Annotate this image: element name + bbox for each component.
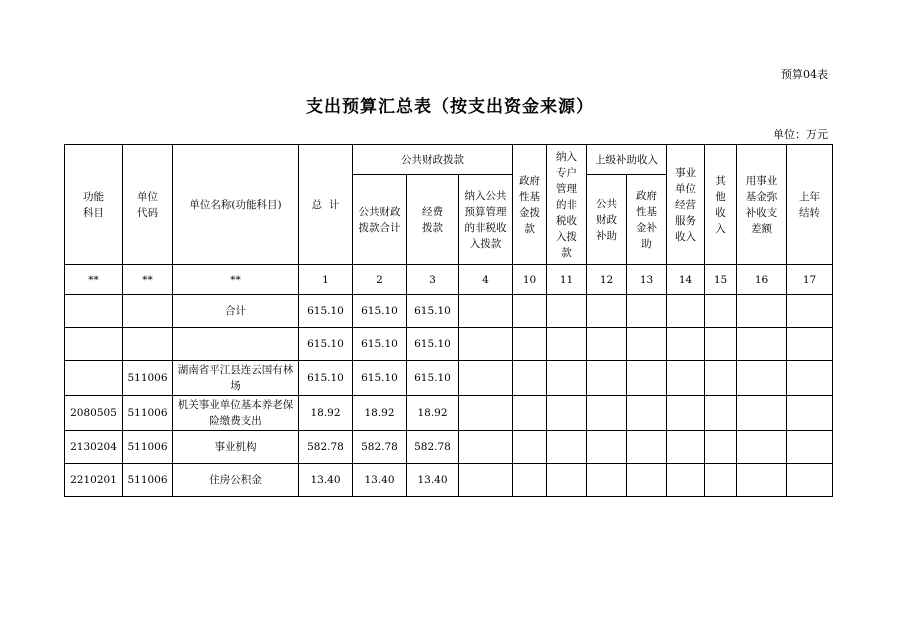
total-cell: 615.10 [299,295,353,328]
header-total: 总 计 [299,145,353,265]
empty-cell [667,396,705,431]
header-pf-subtotal: 公共财政拨款合计 [353,175,407,265]
empty-cell [705,361,737,396]
empty-cell [627,464,667,497]
index-cell: 11 [547,265,587,295]
empty-cell [667,328,705,361]
index-cell: 15 [705,265,737,295]
index-cell: 13 [627,265,667,295]
empty-cell [547,396,587,431]
index-cell: 1 [299,265,353,295]
code-cell [123,328,173,361]
empty-cell [627,295,667,328]
empty-cell [547,431,587,464]
pf-funds-cell: 615.10 [407,361,459,396]
table-row [65,396,833,431]
empty-cell [513,396,547,431]
header-carryover: 上年结转 [787,145,833,265]
empty-cell [627,396,667,431]
empty-cell [737,464,787,497]
empty-cell [513,361,547,396]
index-cell: 16 [737,265,787,295]
empty-cell [587,464,627,497]
index-cell: 2 [353,265,407,295]
empty-cell [513,328,547,361]
empty-cell [627,361,667,396]
budget-table [64,144,833,497]
empty-cell [547,464,587,497]
table-row [65,295,833,328]
empty-cell [667,361,705,396]
pf-subtotal-cell: 13.40 [353,464,407,497]
empty-cell [705,464,737,497]
pf-funds-cell: 615.10 [407,328,459,361]
pf-subtotal-cell: 615.10 [353,328,407,361]
name-cell: 住房公积金 [173,464,299,497]
header-func-subject: 功能科目 [65,145,123,265]
index-cell: 4 [459,265,513,295]
empty-cell [737,361,787,396]
empty-cell [787,431,833,464]
code-cell: 511006 [123,396,173,431]
func-cell: 2210201 [65,464,123,497]
empty-cell [787,464,833,497]
func-cell [65,328,123,361]
pf-subtotal-cell: 615.10 [353,295,407,328]
header-unit-name: 单位名称(功能科目) [173,145,299,265]
index-cell: 3 [407,265,459,295]
header-unit-code: 单位代码 [123,145,173,265]
empty-cell [667,431,705,464]
unit-label: 单位：万元 [773,128,828,141]
pf-funds-cell: 13.40 [407,464,459,497]
header-special-nontax: 纳入专户管理的非税收入拨款 [547,145,587,265]
empty-cell [459,396,513,431]
table-row [65,361,833,396]
empty-cell [705,328,737,361]
empty-cell [667,295,705,328]
header-superior-subsidy: 上级补助收入 [587,145,667,175]
empty-cell [513,295,547,328]
empty-cell [513,464,547,497]
func-cell [65,295,123,328]
empty-cell [787,361,833,396]
total-cell: 13.40 [299,464,353,497]
total-cell: 615.10 [299,361,353,396]
total-cell: 582.78 [299,431,353,464]
header-sub-gov-fund: 政府性基金补助 [627,175,667,265]
code-cell [123,295,173,328]
empty-cell [627,328,667,361]
empty-cell [737,396,787,431]
header-business-income: 事业单位经营服务收入 [667,145,705,265]
index-cell: ** [173,265,299,295]
func-cell: 2130204 [65,431,123,464]
empty-cell [787,328,833,361]
index-row [65,265,833,295]
empty-cell [705,431,737,464]
empty-cell [459,328,513,361]
header-pf-nontax: 纳入公共预算管理的非税收入拨款 [459,175,513,265]
empty-cell [737,295,787,328]
empty-cell [787,396,833,431]
empty-cell [513,431,547,464]
table-row [65,431,833,464]
empty-cell [587,431,627,464]
name-cell: 机关事业单位基本养老保险缴费支出 [173,396,299,431]
index-cell: ** [123,265,173,295]
name-cell: 合计 [173,295,299,328]
empty-cell [459,295,513,328]
code-cell: 511006 [123,431,173,464]
func-cell [65,361,123,396]
pf-funds-cell: 582.78 [407,431,459,464]
code-cell: 511006 [123,361,173,396]
func-cell: 2080505 [65,396,123,431]
index-cell: 10 [513,265,547,295]
empty-cell [547,295,587,328]
name-cell: 事业机构 [173,431,299,464]
pf-funds-cell: 615.10 [407,295,459,328]
empty-cell [459,361,513,396]
index-cell: 17 [787,265,833,295]
empty-cell [587,295,627,328]
table-row [65,464,833,497]
header-gov-fund: 政府性基金拨款 [513,145,547,265]
header-other-income: 其他收入 [705,145,737,265]
header-sub-public: 公共财政补助 [587,175,627,265]
name-cell: 湖南省平江县连云国有林场 [173,361,299,396]
empty-cell [587,396,627,431]
pf-subtotal-cell: 582.78 [353,431,407,464]
empty-cell [667,464,705,497]
header-pf-funds: 经费拨款 [407,175,459,265]
empty-cell [459,431,513,464]
index-cell: ** [65,265,123,295]
name-cell [173,328,299,361]
empty-cell [587,361,627,396]
empty-cell [547,328,587,361]
empty-cell [737,328,787,361]
index-cell: 12 [587,265,627,295]
empty-cell [787,295,833,328]
total-cell: 615.10 [299,328,353,361]
empty-cell [547,361,587,396]
code-cell: 511006 [123,464,173,497]
empty-cell [627,431,667,464]
empty-cell [705,295,737,328]
header-public-finance: 公共财政拨款 [353,145,513,175]
page-title: 支出预算汇总表（按支出资金来源） [306,97,594,117]
pf-subtotal-cell: 615.10 [353,361,407,396]
empty-cell [459,464,513,497]
total-cell: 18.92 [299,396,353,431]
header-fund-gap: 用事业基金弥补收支差额 [737,145,787,265]
empty-cell [587,328,627,361]
pf-subtotal-cell: 18.92 [353,396,407,431]
empty-cell [737,431,787,464]
empty-cell [705,396,737,431]
pf-funds-cell: 18.92 [407,396,459,431]
index-cell: 14 [667,265,705,295]
form-number: 预算04表 [781,68,828,81]
table-row [65,328,833,361]
